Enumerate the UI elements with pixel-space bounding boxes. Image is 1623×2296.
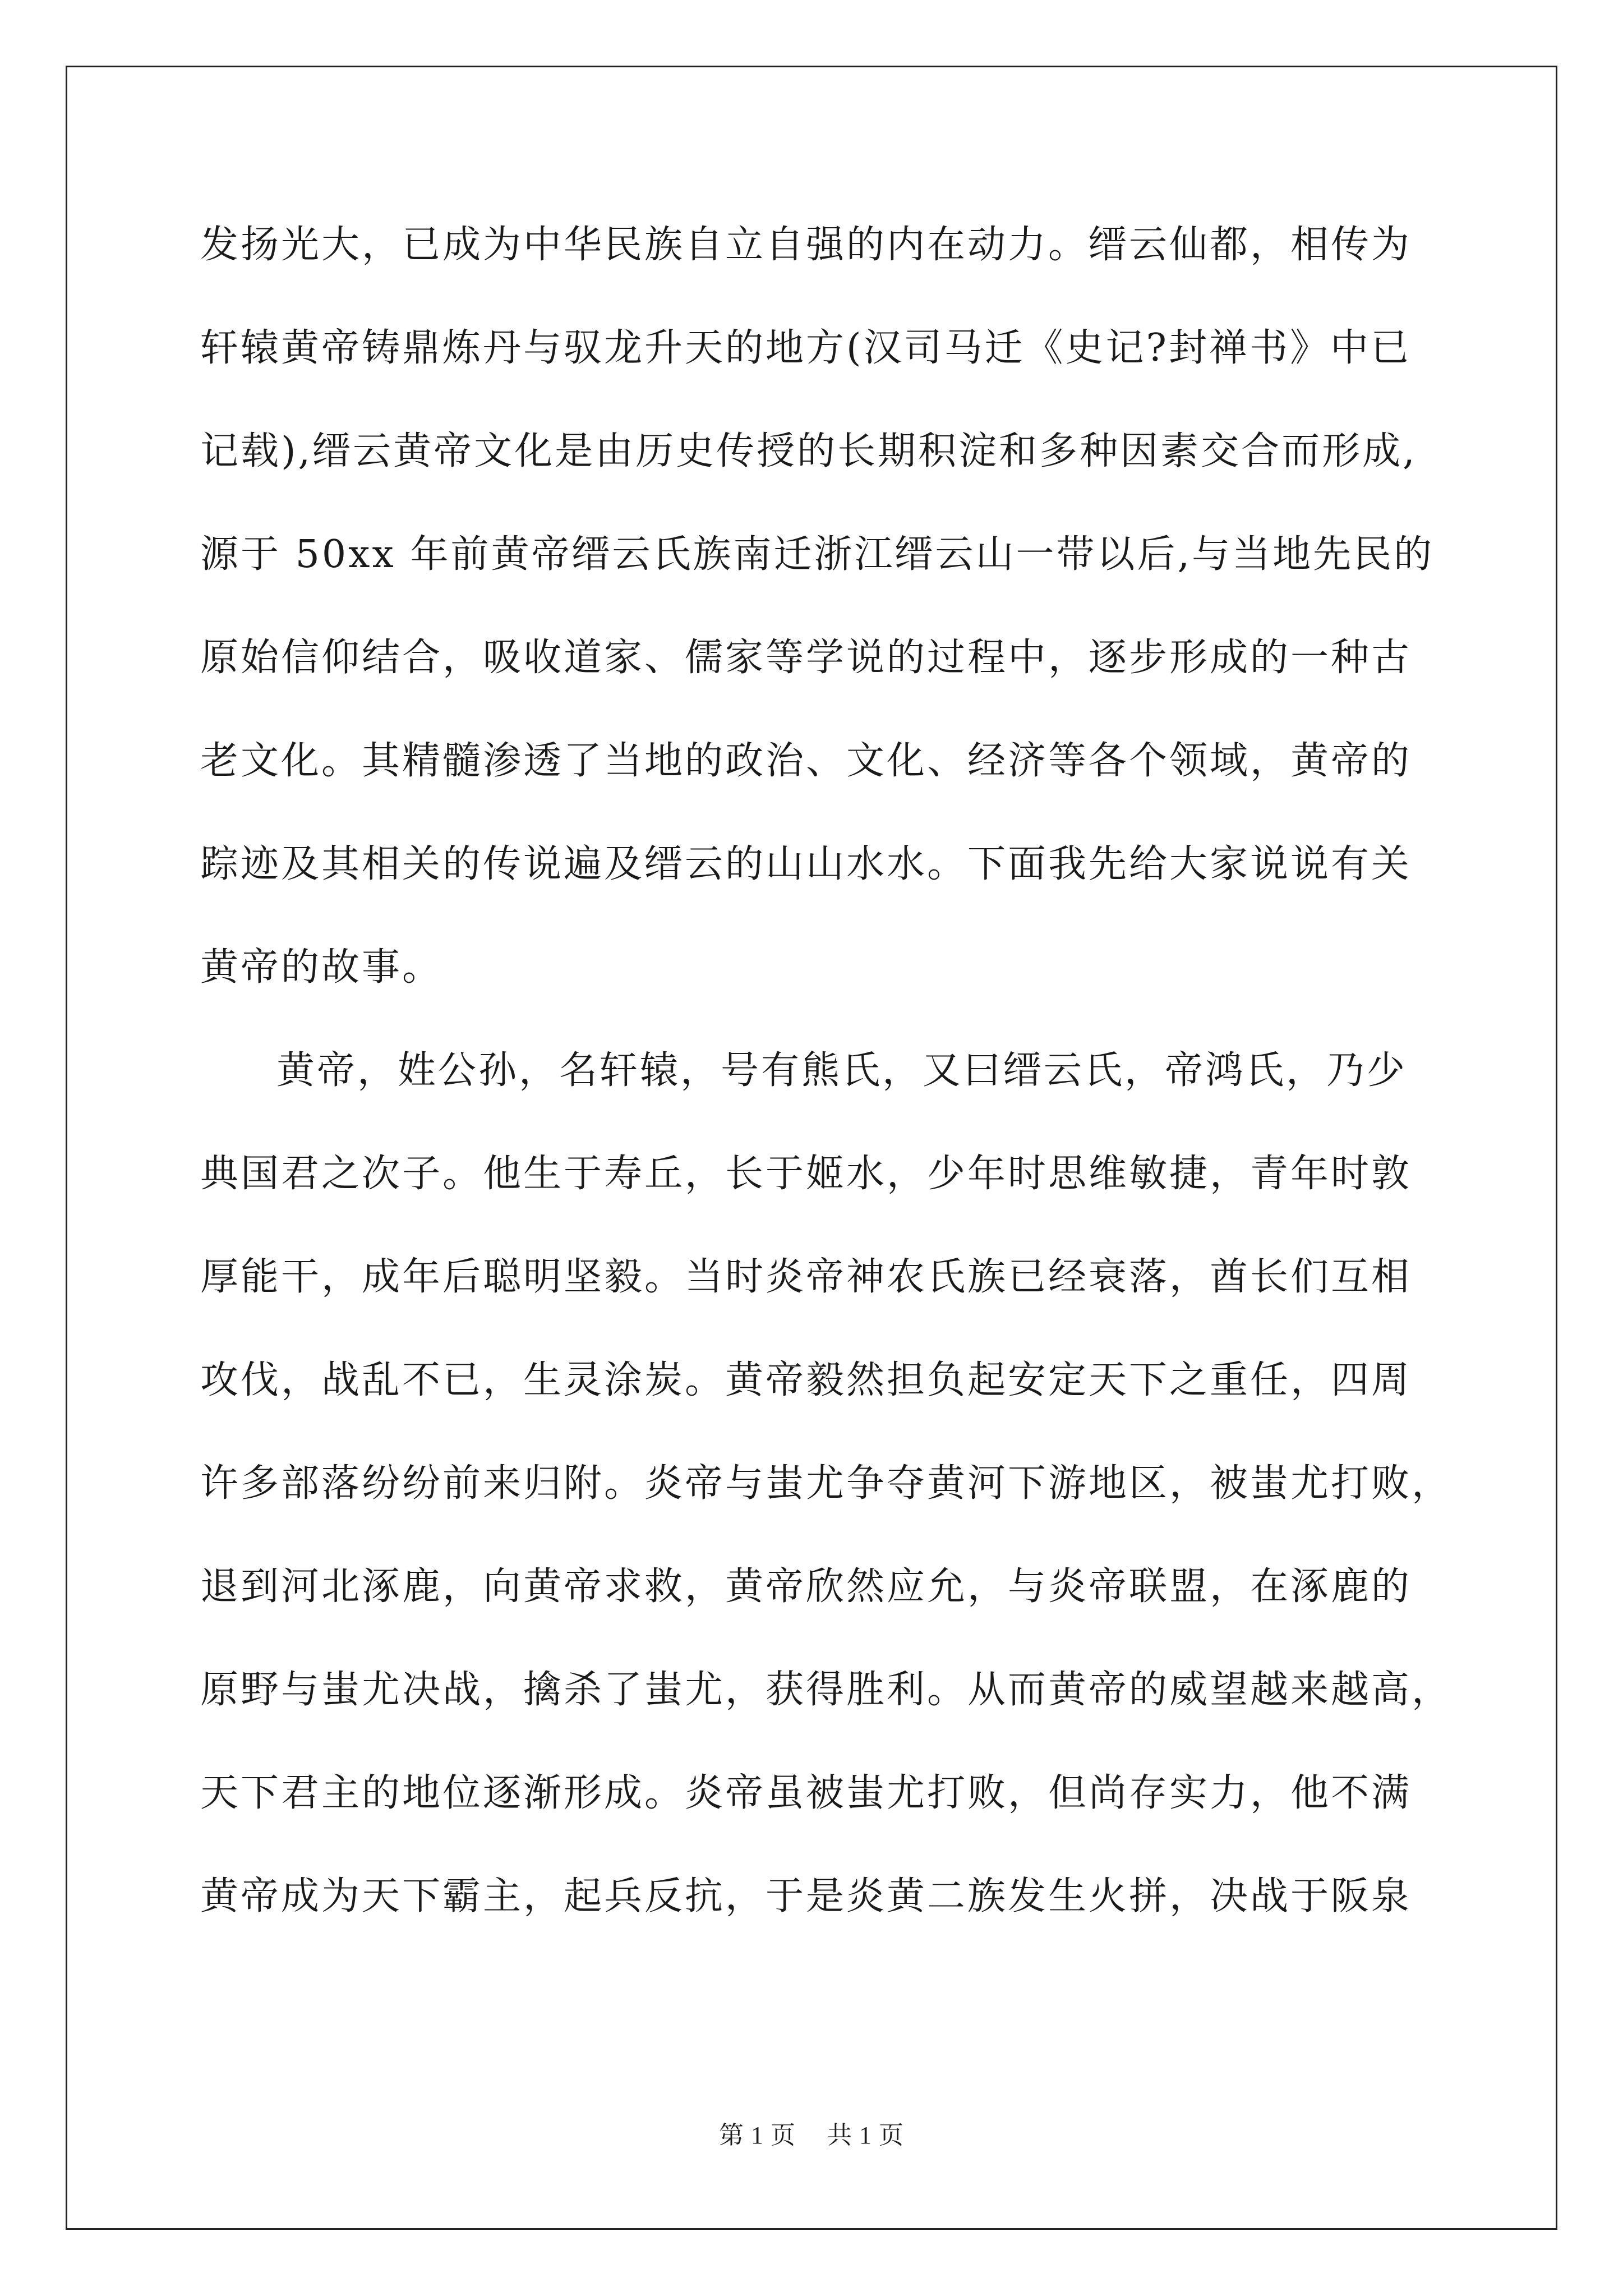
text-line: 典国君之次子。他生于寿丘，长于姬水，少年时思维敏捷，青年时敦: [200, 1152, 1412, 1196]
text-line: 轩辕黄帝铸鼎炼丹与驭龙升天的地方(汉司马迁《史记?封禅书》中已: [200, 326, 1411, 370]
text-line: 原始信仰结合，吸收道家、儒家等学说的过程中，逐步形成的一种古: [200, 636, 1412, 680]
text-line: 天下君主的地位逐渐形成。炎帝虽被蚩尤打败，但尚存实力，他不满: [200, 1771, 1412, 1815]
paragraph-first-line: 黄帝，姓公孙，名轩辕，号有熊氏，又曰缙云氏，帝鸿氏，乃少: [276, 1048, 1408, 1093]
text-line: 许多部落纷纷前来归附。炎帝与蚩尤争夺黄河下游地区，被蚩尤打败，: [200, 1461, 1453, 1506]
text-line: 发扬光大，已成为中华民族自立自强的内在动力。缙云仙都，相传为: [200, 223, 1412, 267]
text-line: 黄帝的故事。: [200, 945, 443, 990]
page-number-current: 第 1 页: [719, 2122, 796, 2149]
text-line: 黄帝成为天下霸主，起兵反抗，于是炎黄二族发生火拼，决战于阪泉: [200, 1874, 1412, 1918]
text-line: 踪迹及其相关的传说遍及缙云的山山水水。下面我先给大家说说有关: [200, 842, 1412, 886]
text-line: 厚能干，成年后聪明坚毅。当时炎帝神农氏族已经衰落，酋长们互相: [200, 1255, 1412, 1299]
document-body: [200, 194, 1453, 1948]
text-line: 记载),缙云黄帝文化是由历史传授的长期积淀和多种因素交合而形成,: [200, 429, 1417, 473]
text-line: 源于 50xx 年前黄帝缙云氏族南迁浙江缙云山一带以后,与当地先民的: [200, 532, 1435, 577]
text-line: 退到河北涿鹿，向黄帝求救，黄帝欣然应允，与炎帝联盟，在涿鹿的: [200, 1565, 1412, 1609]
page-number-total: 共 1 页: [827, 2122, 904, 2149]
text-line: 攻伐，战乱不已，生灵涂炭。黄帝毅然担负起安定天下之重任，四周: [200, 1358, 1412, 1402]
page-footer: [0, 2115, 1623, 2151]
text-line: 老文化。其精髓渗透了当地的政治、文化、经济等各个领域，黄帝的: [200, 739, 1412, 783]
text-line: 原野与蚩尤决战，擒杀了蚩尤，获得胜利。从而黄帝的威望越来越高，: [200, 1668, 1453, 1712]
